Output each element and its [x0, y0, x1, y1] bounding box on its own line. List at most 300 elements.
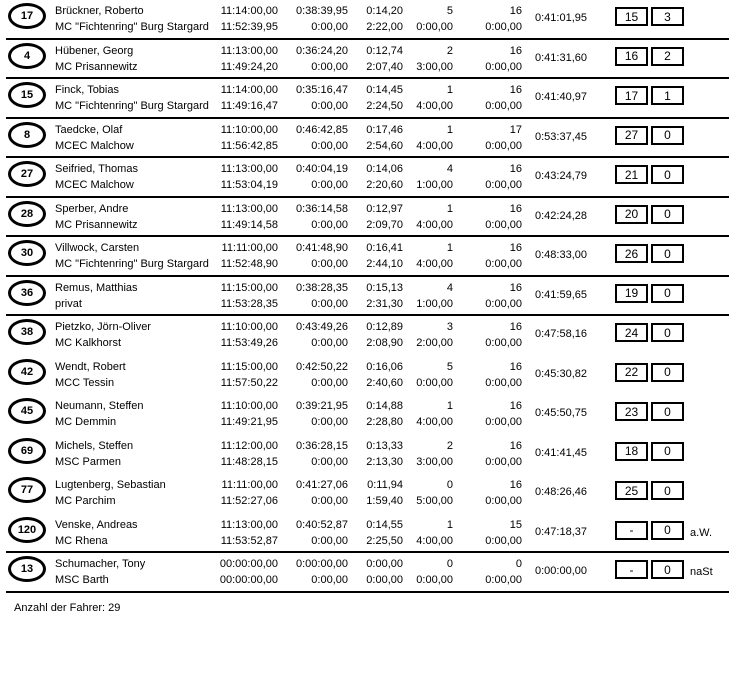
- finish-time: 11:53:28,35: [220, 297, 278, 310]
- penalty-time: 4:00,00: [416, 218, 453, 231]
- finish-time: 00:00:00,00: [219, 574, 278, 586]
- checkpoint-column: [403, 356, 453, 392]
- driver-name: Seifried, Thomas: [55, 163, 138, 175]
- time-credit: 0:00,00: [311, 574, 348, 586]
- penalty-time: 4:00,00: [416, 416, 453, 428]
- checkpoint-count: 4: [446, 281, 453, 294]
- lap-column: [453, 514, 522, 550]
- best-lap-time: 0:12,74: [366, 44, 403, 57]
- run-time: 0:41:48,90: [296, 242, 348, 254]
- finish-time: 11:53:49,26: [220, 337, 278, 349]
- club-name: MSC Parmen: [55, 455, 122, 468]
- reference-lap-time: 2:07,40: [366, 60, 403, 73]
- rank-box: -: [615, 521, 648, 540]
- points-box: 0: [651, 481, 684, 500]
- start-number-badge: [8, 359, 46, 385]
- time-column-2: [278, 277, 348, 313]
- checkpoint-count: 2: [446, 439, 453, 452]
- start-number-badge: [8, 201, 46, 227]
- lap-count: 16: [509, 400, 522, 412]
- start-number-badge: [8, 43, 46, 69]
- run-time: 0:36:24,20: [296, 44, 348, 57]
- lap-column: [453, 0, 522, 36]
- table-row: [6, 0, 729, 40]
- time-credit: 0:00,00: [311, 179, 348, 191]
- time-column-1: [216, 237, 278, 273]
- points-box: 0: [651, 402, 684, 421]
- lap-penalty: 0:00,00: [485, 60, 522, 73]
- points-box: 0: [651, 560, 684, 579]
- total-time: 0:45:50,75: [535, 407, 587, 419]
- best-lap-time: 0:12,97: [366, 202, 403, 215]
- rank-box: 22: [615, 363, 648, 382]
- lap-penalty: 0:00,00: [485, 258, 522, 270]
- checkpoint-column: [403, 316, 453, 352]
- driver-cell: [55, 316, 216, 352]
- total-time: 0:42:24,28: [535, 209, 587, 222]
- rank-box: 20: [615, 205, 648, 224]
- best-lap-time: 0:11,94: [367, 479, 403, 491]
- table-row: [6, 79, 729, 119]
- best-lap-time: 0:13,33: [366, 439, 403, 452]
- start-number-cell: [6, 395, 55, 424]
- start-number: 28: [20, 207, 34, 220]
- time-column-2: [278, 356, 348, 392]
- finish-time: 11:52:39,95: [220, 21, 278, 33]
- checkpoint-column: [403, 79, 453, 115]
- start-number-badge: [8, 122, 46, 148]
- checkpoint-column: [403, 40, 453, 76]
- finish-time: 11:53:04,19: [220, 179, 278, 191]
- start-time: 11:15:00,00: [220, 360, 278, 373]
- lap-count: 16: [509, 202, 522, 215]
- club-name: privat: [55, 297, 82, 310]
- driver-cell: [55, 474, 216, 510]
- time-credit: 0:00,00: [311, 416, 348, 428]
- club-name: MC Prisannewitz: [55, 60, 138, 73]
- time-column-3: [348, 356, 403, 392]
- run-time: 0:35:16,47: [296, 84, 348, 96]
- lap-column: [453, 198, 522, 234]
- points-box: 0: [651, 442, 684, 461]
- run-time: 0:42:50,22: [296, 360, 348, 373]
- time-column-1: [216, 0, 278, 36]
- time-credit: 0:00,00: [311, 21, 348, 33]
- start-number: 69: [20, 444, 34, 457]
- checkpoint-count: 1: [446, 518, 453, 531]
- reference-lap-time: 2:13,30: [366, 455, 403, 468]
- start-number-cell: [6, 356, 55, 385]
- rank-box: 18: [615, 442, 648, 461]
- lap-penalty: 0:00,00: [485, 495, 522, 507]
- start-number-badge: [8, 398, 46, 424]
- club-name: MC Prisannewitz: [55, 218, 138, 231]
- points-box: 0: [651, 284, 684, 303]
- penalty-time: 4:00,00: [416, 139, 453, 152]
- rank-box: 16: [615, 47, 648, 66]
- driver-name: Venske, Andreas: [55, 518, 138, 531]
- start-time: 11:10:00,00: [220, 400, 278, 412]
- start-number: 4: [23, 49, 31, 62]
- club-name: MC "Fichtenring" Burg Stargard: [55, 100, 209, 112]
- points-box: 0: [651, 165, 684, 184]
- driver-cell: [55, 514, 216, 550]
- best-lap-time: 0:14,20: [366, 5, 403, 17]
- points-box: 0: [651, 205, 684, 224]
- lap-column: [453, 119, 522, 155]
- time-column-3: [348, 0, 403, 36]
- reference-lap-time: 2:25,50: [366, 534, 403, 547]
- lap-penalty: 0:00,00: [485, 416, 522, 428]
- run-time: 0:46:42,85: [296, 123, 348, 136]
- time-column-2: [278, 435, 348, 471]
- time-credit: 0:00,00: [311, 258, 348, 270]
- start-number-badge: [8, 556, 46, 582]
- best-lap-time: 0:15,13: [366, 281, 403, 294]
- driver-cell: [55, 119, 216, 155]
- rank-box: 21: [615, 165, 648, 184]
- time-column-2: [278, 316, 348, 352]
- lap-count: 16: [509, 281, 522, 294]
- time-column-3: [348, 237, 403, 273]
- penalty-time: 2:00,00: [416, 337, 453, 349]
- start-number: 38: [20, 326, 34, 338]
- rank-box: -: [615, 560, 648, 579]
- time-column-1: [216, 435, 278, 471]
- penalty-time: 4:00,00: [416, 100, 453, 112]
- driver-cell: [55, 79, 216, 115]
- run-time: 0:38:39,95: [296, 5, 348, 17]
- reference-lap-time: 2:20,60: [366, 179, 403, 191]
- time-column-1: [216, 277, 278, 313]
- time-column-2: [278, 553, 348, 589]
- penalty-time: 3:00,00: [416, 455, 453, 468]
- start-number-cell: [6, 553, 55, 582]
- start-time: 11:11:00,00: [221, 479, 278, 491]
- finish-time: 11:56:42,85: [220, 139, 278, 152]
- club-name: MSC Barth: [55, 574, 109, 586]
- driver-name: Hübener, Georg: [55, 44, 134, 57]
- lap-penalty: 0:00,00: [485, 337, 522, 349]
- finish-time: 11:49:14,58: [220, 218, 278, 231]
- time-column-3: [348, 158, 403, 194]
- run-time: 0:36:28,15: [296, 439, 348, 452]
- start-number-badge: [8, 280, 46, 306]
- time-column-1: [216, 119, 278, 155]
- total-time: 0:41:01,95: [535, 12, 587, 24]
- rank-box: 24: [615, 323, 648, 342]
- time-column-3: [348, 316, 403, 352]
- lap-penalty: 0:00,00: [485, 297, 522, 310]
- driver-name: Neumann, Steffen: [55, 400, 144, 412]
- finish-time: 11:53:52,87: [220, 534, 278, 547]
- status-note: naSt: [690, 566, 713, 578]
- time-column-1: [216, 395, 278, 431]
- penalty-time: 4:00,00: [416, 534, 453, 547]
- lap-column: [453, 435, 522, 471]
- penalty-time: 5:00,00: [416, 495, 453, 507]
- start-time: 11:15:00,00: [220, 281, 278, 294]
- time-column-1: [216, 40, 278, 76]
- reference-lap-time: 2:44,10: [366, 258, 403, 270]
- start-number-badge: [8, 3, 46, 29]
- reference-lap-time: 2:54,60: [366, 139, 403, 152]
- checkpoint-count: 4: [446, 163, 453, 175]
- table-row: [6, 435, 729, 475]
- driver-name: Taedcke, Olaf: [55, 123, 123, 136]
- total-time: 0:00:00,00: [535, 565, 587, 577]
- total-time: 0:48:33,00: [535, 249, 587, 261]
- start-number-cell: [6, 79, 55, 108]
- total-time: 0:53:37,45: [535, 130, 587, 143]
- best-lap-time: 0:00,00: [366, 558, 403, 570]
- lap-penalty: 0:00,00: [485, 179, 522, 191]
- checkpoint-column: [403, 158, 453, 194]
- checkpoint-count: 2: [446, 44, 453, 57]
- time-column-2: [278, 158, 348, 194]
- checkpoint-column: [403, 514, 453, 550]
- finish-time: 11:49:24,20: [220, 60, 278, 73]
- driver-name: Finck, Tobias: [55, 84, 119, 96]
- table-row: [6, 119, 729, 159]
- driver-name: Lugtenberg, Sebastian: [55, 479, 166, 491]
- time-column-1: [216, 198, 278, 234]
- time-column-2: [278, 395, 348, 431]
- time-credit: 0:00,00: [311, 218, 348, 231]
- checkpoint-column: [403, 277, 453, 313]
- time-column-2: [278, 40, 348, 76]
- lap-column: [453, 316, 522, 352]
- club-name: MC "Fichtenring" Burg Stargard: [55, 21, 209, 33]
- total-time: 0:43:24,79: [535, 170, 587, 182]
- penalty-time: 4:00,00: [416, 258, 453, 270]
- table-row: [6, 356, 729, 396]
- checkpoint-column: [403, 395, 453, 431]
- time-column-1: [216, 79, 278, 115]
- table-row: [6, 553, 729, 593]
- table-row: [6, 158, 729, 198]
- lap-penalty: 0:00,00: [485, 218, 522, 231]
- start-number: 13: [20, 563, 34, 575]
- driver-cell: [55, 435, 216, 471]
- total-time: 0:41:59,65: [535, 288, 587, 301]
- time-credit: 0:00,00: [311, 534, 348, 547]
- reference-lap-time: 2:40,60: [366, 376, 403, 389]
- start-number-badge: [8, 319, 46, 345]
- lap-column: [453, 237, 522, 273]
- penalty-time: 0:00,00: [416, 574, 453, 586]
- time-column-2: [278, 237, 348, 273]
- run-time: 0:36:14,58: [296, 202, 348, 215]
- lap-count: 16: [509, 44, 522, 57]
- start-number: 36: [20, 286, 34, 299]
- total-time: 0:47:58,16: [535, 328, 587, 340]
- checkpoint-column: [403, 553, 453, 589]
- driver-name: Schumacher, Tony: [55, 558, 146, 570]
- driver-cell: [55, 277, 216, 313]
- start-number-cell: [6, 158, 55, 187]
- driver-cell: [55, 553, 216, 589]
- rank-box: 26: [615, 244, 648, 263]
- time-column-3: [348, 395, 403, 431]
- time-column-2: [278, 514, 348, 550]
- time-column-3: [348, 119, 403, 155]
- best-lap-time: 0:14,45: [366, 84, 403, 96]
- total-time: 0:41:40,97: [535, 91, 587, 103]
- time-credit: 0:00,00: [311, 495, 348, 507]
- lap-count: 16: [509, 321, 522, 333]
- start-time: 11:11:00,00: [221, 242, 278, 254]
- rank-box: 27: [615, 126, 648, 145]
- driver-cell: [55, 40, 216, 76]
- time-column-3: [348, 474, 403, 510]
- driver-count-label: Anzahl der Fahrer: 29: [14, 601, 121, 614]
- run-time: 0:38:28,35: [296, 281, 348, 294]
- checkpoint-column: [403, 198, 453, 234]
- best-lap-time: 0:14,55: [366, 518, 403, 531]
- penalty-time: 1:00,00: [416, 179, 453, 191]
- reference-lap-time: 0:00,00: [366, 574, 403, 586]
- driver-name: Sperber, Andre: [55, 202, 129, 215]
- lap-column: [453, 356, 522, 392]
- start-number: 42: [20, 365, 34, 378]
- rank-box: 25: [615, 481, 648, 500]
- best-lap-time: 0:17,46: [366, 123, 403, 136]
- time-column-3: [348, 79, 403, 115]
- table-row: [6, 474, 729, 514]
- start-time: 11:10:00,00: [220, 321, 278, 333]
- club-name: MC Parchim: [55, 495, 116, 507]
- time-credit: 0:00,00: [311, 455, 348, 468]
- table-row: [6, 277, 729, 317]
- time-column-2: [278, 0, 348, 36]
- reference-lap-time: 2:31,30: [366, 297, 403, 310]
- lap-count: 16: [509, 84, 522, 96]
- start-number: 17: [20, 10, 34, 22]
- time-credit: 0:00,00: [311, 100, 348, 112]
- start-number-cell: [6, 119, 55, 148]
- driver-cell: [55, 237, 216, 273]
- club-name: MC Kalkhorst: [55, 337, 122, 349]
- table-row: [6, 40, 729, 80]
- start-number: 30: [20, 247, 34, 259]
- start-number-badge: [8, 477, 46, 503]
- total-time: 0:48:26,46: [535, 486, 587, 498]
- checkpoint-column: [403, 435, 453, 471]
- points-box: 1: [651, 86, 684, 105]
- lap-penalty: 0:00,00: [485, 100, 522, 112]
- start-number: 120: [17, 523, 37, 536]
- start-time: 11:12:00,00: [220, 439, 278, 452]
- time-column-2: [278, 198, 348, 234]
- start-time: 11:13:00,00: [220, 518, 278, 531]
- checkpoint-column: [403, 474, 453, 510]
- driver-name: Brückner, Roberto: [55, 5, 144, 17]
- start-number-cell: [6, 237, 55, 266]
- checkpoint-column: [403, 0, 453, 36]
- run-time: 0:40:04,19: [296, 163, 348, 175]
- checkpoint-column: [403, 119, 453, 155]
- reference-lap-time: 1:59,40: [366, 495, 403, 507]
- lap-column: [453, 395, 522, 431]
- table-row: [6, 237, 729, 277]
- start-number-cell: [6, 277, 55, 306]
- club-name: MCEC Malchow: [55, 139, 134, 152]
- finish-time: 11:57:50,22: [220, 376, 278, 389]
- checkpoint-count: 5: [446, 360, 453, 373]
- rank-box: 15: [615, 7, 648, 26]
- best-lap-time: 0:16,06: [366, 360, 403, 373]
- table-row: [6, 198, 729, 238]
- time-column-3: [348, 277, 403, 313]
- driver-cell: [55, 0, 216, 36]
- driver-name: Wendt, Robert: [55, 360, 126, 373]
- start-time: 11:13:00,00: [220, 202, 278, 215]
- time-column-1: [216, 553, 278, 589]
- table-row: [6, 514, 729, 554]
- time-credit: 0:00,00: [311, 376, 348, 389]
- lap-count: 16: [509, 242, 522, 254]
- time-column-3: [348, 40, 403, 76]
- club-name: MC Rhena: [55, 534, 108, 547]
- run-time: 0:39:21,95: [296, 400, 348, 412]
- start-time: 11:14:00,00: [220, 84, 278, 96]
- time-column-3: [348, 198, 403, 234]
- lap-column: [453, 158, 522, 194]
- start-number: 77: [20, 484, 34, 496]
- club-name: MCEC Malchow: [55, 179, 134, 191]
- points-box: 0: [651, 363, 684, 382]
- start-number-cell: [6, 514, 55, 543]
- lap-column: [453, 277, 522, 313]
- lap-penalty: 0:00,00: [485, 21, 522, 33]
- run-time: 0:40:52,87: [296, 518, 348, 531]
- time-column-1: [216, 158, 278, 194]
- time-credit: 0:00,00: [311, 60, 348, 73]
- start-number-badge: [8, 438, 46, 464]
- finish-time: 11:48:28,15: [220, 455, 278, 468]
- table-row: [6, 395, 729, 435]
- driver-cell: [55, 158, 216, 194]
- start-number: 27: [20, 168, 34, 180]
- lap-count: 16: [509, 439, 522, 452]
- time-credit: 0:00,00: [311, 337, 348, 349]
- reference-lap-time: 2:22,00: [366, 21, 403, 33]
- start-time: 11:13:00,00: [220, 163, 278, 175]
- lap-column: [453, 553, 522, 589]
- start-number-badge: [8, 161, 46, 187]
- checkpoint-count: 0: [446, 479, 453, 491]
- points-box: 0: [651, 323, 684, 342]
- time-column-2: [278, 474, 348, 510]
- run-time: 0:41:27,06: [296, 479, 348, 491]
- lap-penalty: 0:00,00: [485, 139, 522, 152]
- points-box: 0: [651, 244, 684, 263]
- start-time: 11:13:00,00: [220, 44, 278, 57]
- reference-lap-time: 2:28,80: [366, 416, 403, 428]
- rank-box: 19: [615, 284, 648, 303]
- lap-penalty: 0:00,00: [485, 376, 522, 389]
- points-box: 0: [651, 126, 684, 145]
- run-time: 0:00:00,00: [296, 558, 348, 570]
- time-column-1: [216, 514, 278, 550]
- checkpoint-count: 1: [446, 202, 453, 215]
- driver-name: Remus, Matthias: [55, 281, 138, 294]
- reference-lap-time: 2:09,70: [366, 218, 403, 231]
- lap-count: 16: [509, 5, 522, 17]
- start-time: 00:00:00,00: [219, 558, 278, 570]
- time-column-1: [216, 356, 278, 392]
